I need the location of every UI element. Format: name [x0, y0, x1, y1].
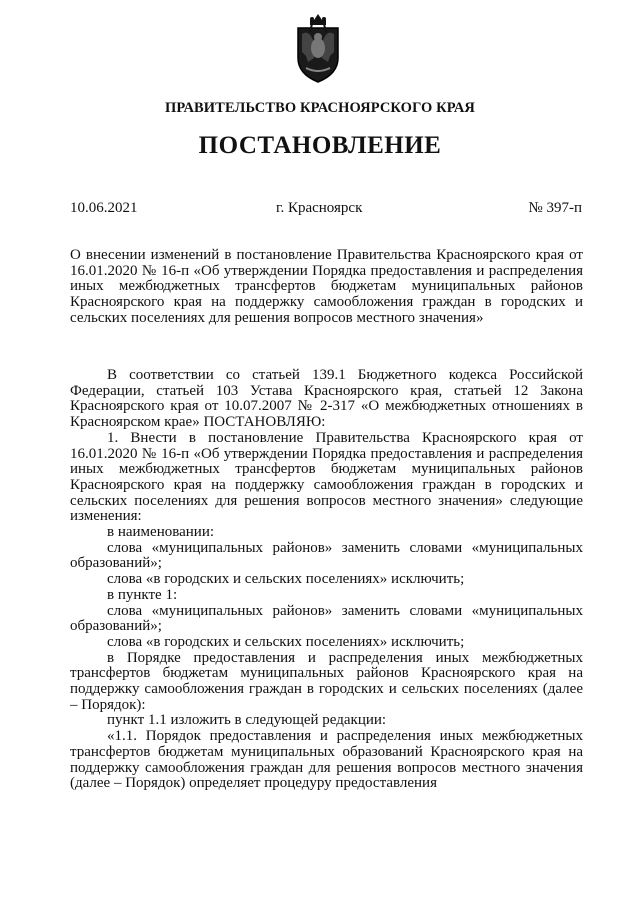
document-title: [70, 248, 583, 327]
paragraph: слова «муниципальных районов» заменить словами «муниципальных образований»;: [70, 539, 583, 572]
paragraph: пункт 1.1 изложить в следующей редакции:: [107, 712, 387, 729]
document-date: 10.06.2021: [70, 200, 138, 216]
paragraph: «1.1. Порядок предоставления и распределения иных межбюджетных трансфертов бюджетам муниципальных образований Красноярского края на поддержку самообложения граждан для решения вопросов местного значения (далее – Порядок) определяет процедуру предоставления: [70, 728, 583, 792]
document-number: № 397-п: [528, 200, 582, 216]
document-type: ПОСТАНОВЛЕНИЕ: [198, 132, 442, 159]
document-body: [70, 368, 583, 792]
paragraph: слова «муниципальных районов» заменить словами «муниципальных образований»;: [70, 602, 583, 635]
document-city: г. Красноярск: [276, 200, 363, 216]
paragraph: В соответствии со статьей 139.1 Бюджетного кодекса Российской Федерации, статьей 103 Устава Красноярского края, статьей 12 Закона Красноярского края от 10.07.2007 № 2-317 «О межбюджетных отношениях в Красноярском крае» ПОСТАНОВЛЯЮ:: [70, 367, 583, 431]
paragraph: слова «в городских и сельских поселениях» исключить;: [107, 633, 465, 650]
paragraph: в наименовании:: [107, 524, 215, 541]
paragraph: 1. Внести в постановление Правительства Красноярского края от 16.01.2020 № 16-п «Об утверждении Порядка предоставления и распределения иных межбюджетных трансфертов бюджетам муниципальных районов Красноярского края на поддержку самообложения граждан в городских и сельских поселениях для решения вопросов местного значения» следующие изменения:: [70, 429, 583, 525]
coat-of-arms-icon: [292, 12, 344, 84]
title-text: О внесении изменений в постановление Правительства Красноярского края от 16.01.2020 № 16-п «Об утверждении Порядка предоставления и распределения иных межбюджетных трансфертов бюджетам муниципальных районов Красноярского края на поддержку самообложения граждан в городских и сельских поселениях для решения вопросов местного значения»: [70, 247, 583, 326]
paragraph: слова «в городских и сельских поселениях» исключить;: [107, 571, 465, 588]
paragraph: в Порядке предоставления и распределения иных межбюджетных трансфертов бюджетам муниципальных районов Красноярского края на поддержку самообложения граждан в городских и сельских поселениях (далее – Порядок):: [70, 649, 583, 713]
government-name: ПРАВИТЕЛЬСТВО КРАСНОЯРСКОГО КРАЯ: [164, 100, 475, 116]
paragraph: в пункте 1:: [107, 586, 178, 603]
